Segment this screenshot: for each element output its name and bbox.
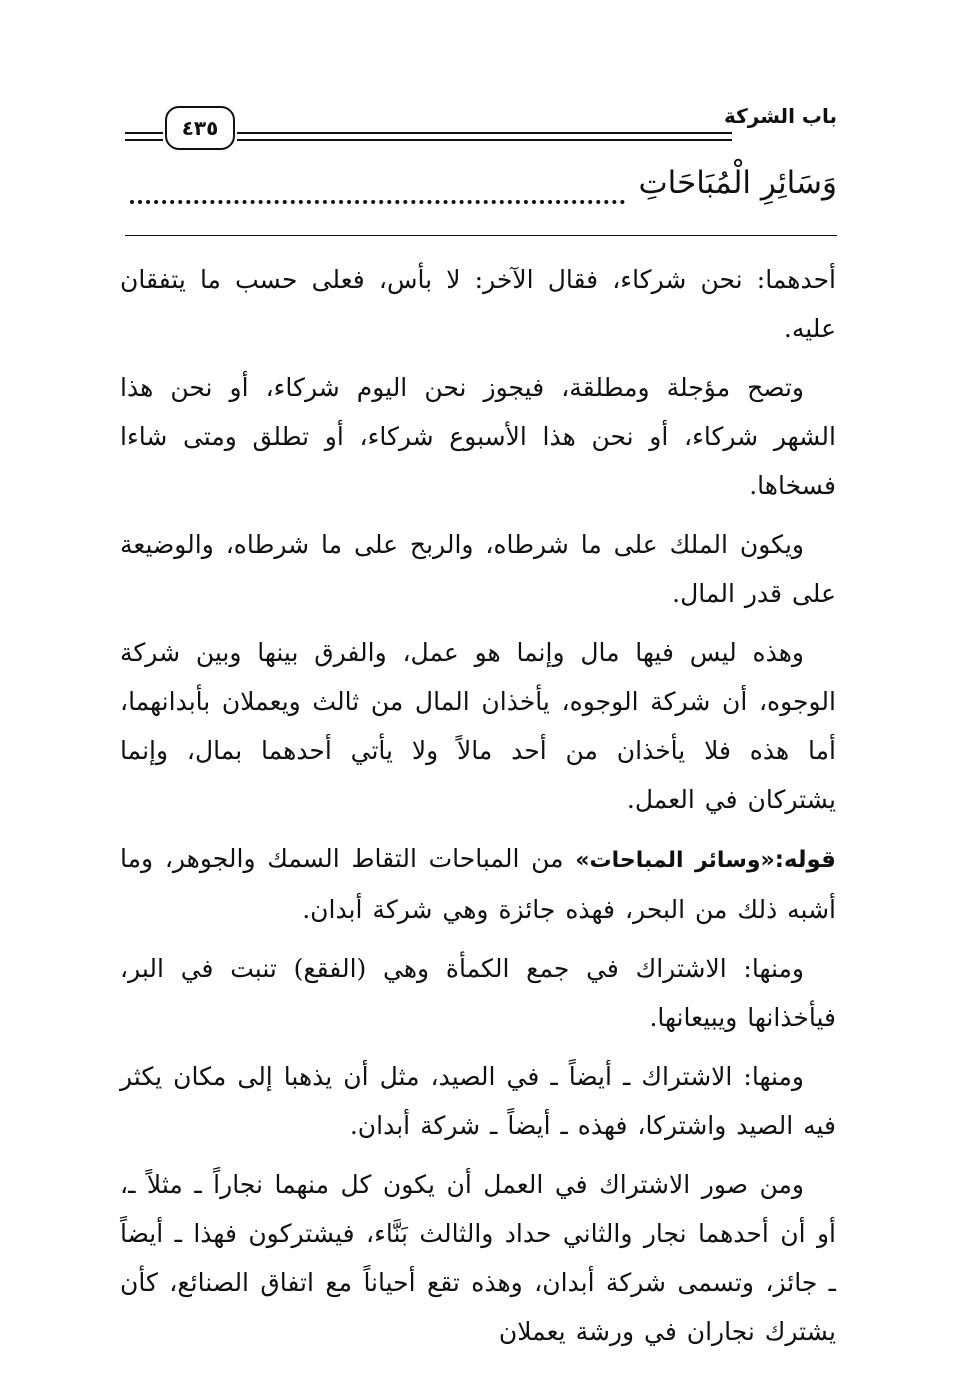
paragraph: ومنها: الاشتراك ـ أيضاً ـ في الصيد، مثل أن يذهبا إلى مكان يكثر فيه الصيد واشتركا، فهذه ـ أيضاً ـ شركة أبدان. <box>120 1062 836 1140</box>
header-rule-left-top <box>125 132 163 134</box>
section-subheading: وَسَائِرِ الْمُبَاحَاتِ <box>638 165 837 201</box>
paragraph: وهذه ليس فيها مال وإنما هو عمل، والفرق بينها وبين شركة الوجوه، أن شركة الوجوه، يأخذان المال من ثالث ويعملان بأبدانهما، أما هذه فلا يأخذان من أحد مالاً ولا يأتي أحدهما بمال، وإنما يشتركان في العمل. <box>120 638 837 814</box>
header-rule-right-top <box>237 132 732 134</box>
page-number-badge <box>165 106 235 150</box>
body-text <box>120 255 836 1366</box>
header-rule-right-bottom <box>237 139 732 141</box>
running-header <box>125 102 837 148</box>
paragraph: ويكون الملك على ما شرطاه، والربح على ما شرطاه، والوضيعة على قدر المال. <box>120 530 836 608</box>
quoted-phrase: «وسائر المباحات» <box>575 848 775 873</box>
header-rule-left-bottom <box>125 139 163 141</box>
dotted-leader <box>130 180 625 204</box>
chapter-title: باب الشركة <box>724 104 837 128</box>
paragraph: ومن صور الاشتراك في العمل أن يكون كل منهما نجاراً ـ مثلاً ـ، أو أن أحدهما نجار والثاني حداد والثالث بَنَّاء، فيشتركون فهذا ـ أيضاً ـ جائز، وتسمى شركة أبدان، وهذه تقع أحياناً مع اتفاق الصنائع، كأن يشترك نجاران في ورشة يعملان <box>120 1170 836 1346</box>
header-separator-line <box>125 235 837 236</box>
page-number: ٤٣٥ <box>181 116 219 140</box>
paragraph: وتصح مؤجلة ومطلقة، فيجوز نحن اليوم شركاء، أو نحن هذا الشهر شركاء، أو نحن هذا الأسبوع شركاء، أو تطلق ومتى شاءا فسخاها. <box>120 373 836 500</box>
commentary-text: من المباحات التقاط السمك والجوهر، وما أشبه ذلك من البحر، فهذه جائزة وهي شركة أبدان. <box>120 844 836 924</box>
commentary-paragraph <box>120 834 836 934</box>
commentary-lead: قوله: <box>774 847 836 873</box>
paragraph: أحدهما: نحن شركاء، فقال الآخر: لا بأس، فعلى حسب ما يتفقان عليه. <box>120 265 836 343</box>
paragraph: ومنها: الاشتراك في جمع الكمأة وهي (الفقع) تنبت في البر، فيأخذانها ويبيعانها. <box>120 954 836 1032</box>
